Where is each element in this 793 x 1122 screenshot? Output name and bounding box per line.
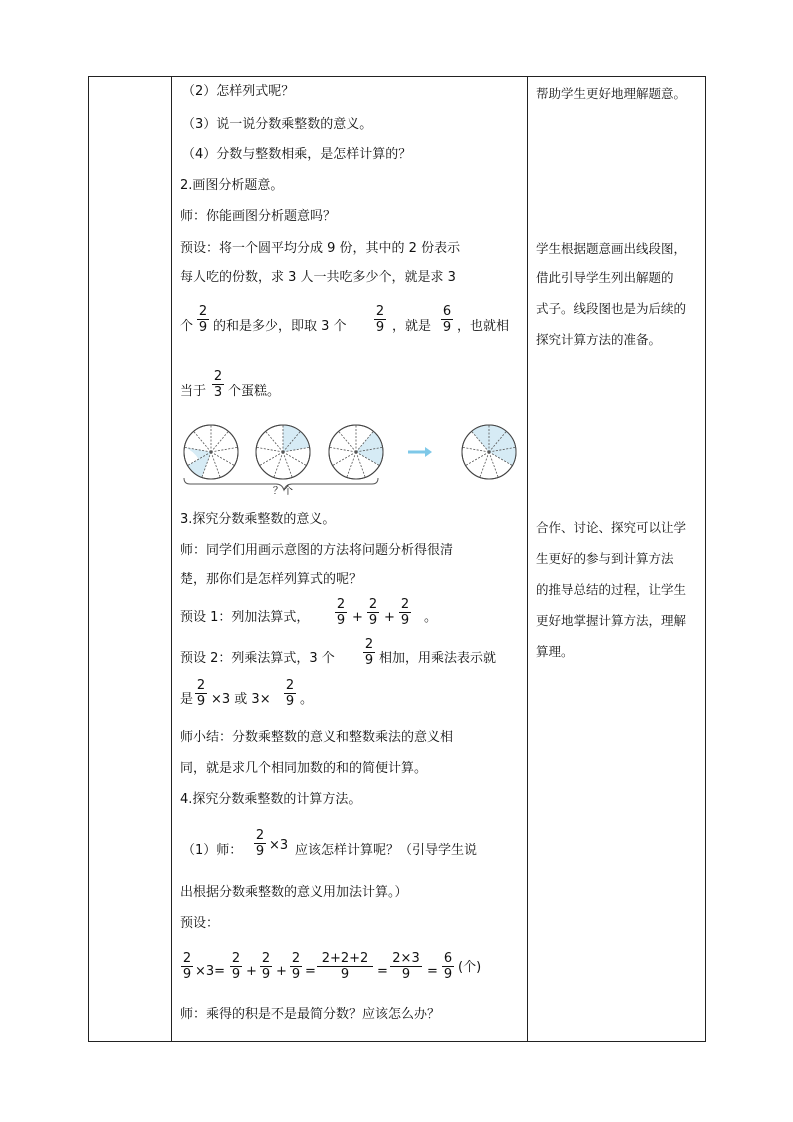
fraction-two-ninths: 2 9: [400, 597, 410, 628]
fraction-six-ninths: 6 9: [443, 951, 453, 982]
teacher-line: 楚，那你们是怎样列算式的呢？: [180, 572, 363, 587]
equals-sign: =: [305, 964, 316, 979]
equals-sign: =: [427, 964, 438, 979]
preset-line: 个蛋糕。: [228, 384, 281, 399]
pie-circle: [329, 425, 383, 479]
note-line: 合作、讨论、探究可以让学: [536, 520, 687, 535]
preset-label: 预设：: [180, 916, 220, 931]
note-line: 的推导总结的过程，让学生: [536, 582, 687, 597]
plus-sign: +: [352, 610, 363, 625]
step-1: 出根据分数乘整数的意义用加法计算。）: [180, 885, 408, 900]
preset-line: 个: [180, 319, 194, 334]
preset-2: 预设 2：列乘法算式，3 个: [180, 651, 335, 666]
equals-sign: =: [377, 964, 388, 979]
pie-circle: [184, 425, 238, 479]
pie-diagram: [176, 416, 526, 502]
question-4: （4）分数与整数相乘，是怎样计算的？: [182, 147, 412, 162]
step-1: 应该怎样计算呢？（引导学生说: [295, 843, 478, 858]
summary-line: 同，就是求几个相同加数的和的简便计算。: [180, 761, 428, 776]
period: 。: [424, 610, 438, 625]
note-line: 算理。: [536, 644, 574, 659]
note-line: 探究计算方法的准备。: [536, 332, 662, 347]
pie-circle: [462, 425, 516, 479]
column-divider: [171, 77, 172, 1041]
arrow-icon: [408, 447, 432, 457]
fraction-two-ninths: 2 9: [285, 678, 295, 709]
formula-times: ×3=: [195, 964, 226, 979]
unit-label: (个): [458, 960, 482, 975]
preset-line: 每人吃的份数，求 3 人一共吃多少个，就是求 3: [180, 270, 456, 285]
teacher-line: 师：同学们用画示意图的方法将问题分析得很清: [180, 543, 454, 558]
fraction-two-thirds: 2 3: [213, 369, 223, 400]
question-3: （3）说一说分数乘整数的意义。: [182, 117, 373, 132]
step-1: ×3: [269, 838, 289, 853]
note-line: 更好地掌握计算方法，理解: [536, 613, 687, 628]
brace-label: ？个: [273, 486, 293, 497]
fraction-two-ninths: 2 9: [336, 597, 346, 628]
note-line: 式子。线段图也是为后续的: [536, 301, 687, 316]
preset-1: 预设 1：列加法算式，: [180, 610, 310, 625]
preset-2: 是: [180, 692, 194, 707]
preset-2: 。: [300, 692, 314, 707]
note-line: 学生根据题意画出线段图，: [536, 241, 687, 256]
preset-line: 当于: [180, 384, 207, 399]
summary-line: 师小结：分数乘整数的意义和整数乘法的意义相: [180, 730, 454, 745]
plus-sign: +: [384, 610, 395, 625]
preset-2: 相加，用乘法表示就: [379, 651, 497, 666]
note-line: 借此引导学生列出解题的: [536, 270, 674, 285]
fraction-six-ninths: 6 9: [442, 304, 452, 335]
preset-line: ，也就相: [457, 319, 510, 334]
fraction-sum: 2+2+2 9: [316, 951, 374, 982]
preset-line: ，就是: [392, 319, 432, 334]
fraction-two-ninths: 2 9: [182, 951, 192, 982]
teacher-line: 师：你能画图分析题意吗？: [180, 209, 337, 224]
fraction-two-ninths: 2 9: [261, 951, 271, 982]
fraction-two-ninths: 2 9: [364, 637, 374, 668]
fraction-two-ninths: 2 9: [231, 951, 241, 982]
plus-sign: +: [246, 964, 257, 979]
teacher-question: 师：乘得的积是不是最简分数？应该怎么办？: [180, 1007, 441, 1022]
preset-2: ×3 或 3×: [211, 692, 271, 707]
note-line: 生更好的参与到计算方法: [536, 551, 674, 566]
section-2-heading: 2.画图分析题意。: [180, 178, 284, 193]
fraction-two-ninths: 2 9: [368, 597, 378, 628]
fraction-product: 2×3 9: [389, 951, 423, 982]
pie-circle: [256, 425, 310, 479]
fraction-two-ninths: 2 9: [291, 951, 301, 982]
section-3-heading: 3.探究分数乘整数的意义。: [180, 512, 336, 527]
fraction-two-ninths: 2 9: [255, 828, 265, 859]
fraction-two-ninths: 2 9: [198, 304, 208, 335]
fraction-two-ninths: 2 9: [375, 304, 385, 335]
fraction-two-ninths: 2 9: [196, 678, 206, 709]
note-line: 帮助学生更好地理解题意。: [536, 86, 687, 101]
preset-line: 的和是多少，即取 3 个: [213, 319, 347, 334]
preset-line: 预设：将一个圆平均分成 9 份，其中的 2 份表示: [180, 241, 461, 256]
step-1: （1）师：: [182, 843, 243, 858]
plus-sign: +: [276, 964, 287, 979]
question-2: （2）怎样列式呢？: [182, 84, 295, 99]
column-divider: [527, 77, 528, 1041]
section-4-heading: 4.探究分数乘整数的计算方法。: [180, 792, 362, 807]
